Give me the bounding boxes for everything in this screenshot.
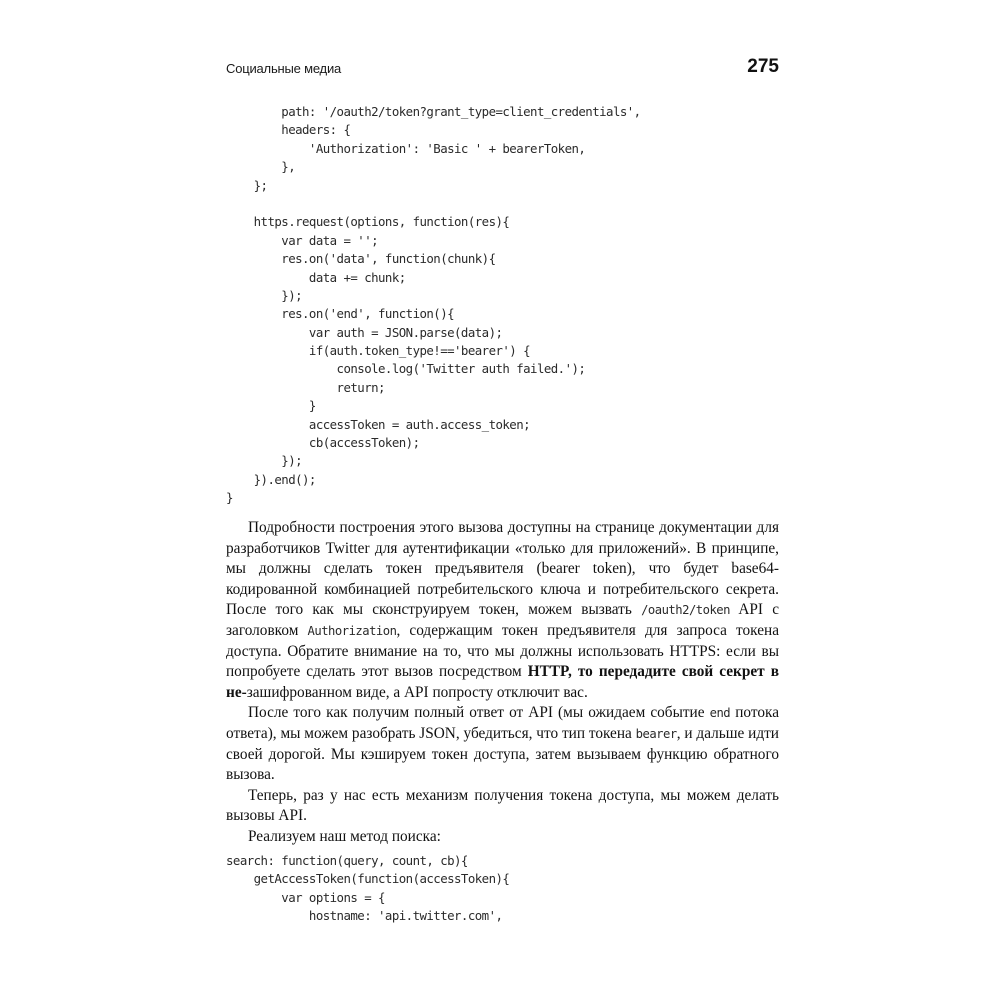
code-line: }).end();	[226, 471, 316, 487]
code-line: search: function(query, count, cb){	[226, 853, 468, 868]
code-line: headers: {	[226, 122, 351, 138]
inline-code-end: end	[709, 706, 731, 721]
code-line-blank	[226, 195, 641, 213]
code-line: var options = {	[226, 889, 385, 905]
code-line: }	[226, 398, 316, 414]
code-block-search	[226, 852, 509, 926]
page-number: 275	[747, 56, 779, 77]
body-text	[226, 518, 779, 848]
text-run: Подробности построения этого вызова доступны на странице документации для разработчиков Twitter для аутентификации «только для приложений». В принципе, мы должны сделать токен предъявителя (bearer token), что будет base64-кодированной комбинацией потребительского ключа и потребительского секрета. После того как мы сконструируем токен, можем вызвать	[226, 519, 779, 619]
code-line: return;	[226, 379, 385, 395]
code-line: data += chunk;	[226, 269, 406, 285]
running-head	[226, 58, 779, 82]
code-line: res.on('end', function(){	[226, 306, 455, 322]
text-run-bold: HTTP, то передадите свой секрет в не-	[226, 663, 779, 701]
code-line: accessToken = auth.access_token;	[226, 416, 531, 432]
code-line: });	[226, 287, 303, 303]
paragraph-auth-details	[226, 518, 779, 703]
code-line: console.log('Twitter auth failed.');	[226, 361, 586, 377]
code-line: var data = '';	[226, 232, 379, 248]
text-run: , и дальше идти своей дорогой. Мы кэшируем токен доступа, затем вызываем функцию обратного вызова.	[226, 724, 779, 784]
text-run: Реализуем наш метод поиска:	[248, 827, 441, 845]
text-run: зашифрованном виде, а API попросту отключит вас.	[246, 683, 588, 701]
code-line: });	[226, 453, 303, 469]
text-run: Теперь, раз у нас есть механизм получения токена доступа, мы можем делать вызовы API.	[226, 786, 779, 825]
inline-code-oauth2-token: /oauth2/token	[641, 603, 730, 618]
inline-code-bearer: bearer	[635, 726, 677, 741]
code-line: cb(accessToken);	[226, 435, 420, 451]
code-line: res.on('data', function(chunk){	[226, 251, 496, 267]
code-line: 'Authorization': 'Basic ' + bearerToken,	[226, 140, 586, 156]
code-line: }	[226, 490, 233, 506]
inline-code-authorization: Authorization	[307, 623, 397, 638]
text-run: API с заголовком	[226, 601, 780, 639]
code-line: https.request(options, function(res){	[226, 214, 510, 230]
code-line: },	[226, 159, 296, 175]
paragraph-search-intro	[226, 827, 779, 848]
code-line: getAccessToken(function(accessToken){	[226, 871, 510, 887]
code-line: hostname: 'api.twitter.com',	[226, 908, 503, 924]
code-line: if(auth.token_type!=='bearer') {	[226, 343, 531, 359]
section-title: Социальные медиа	[226, 61, 342, 76]
code-block-oauth	[226, 103, 641, 508]
paragraph-api-calls	[226, 786, 779, 827]
code-line: var auth = JSON.parse(data);	[226, 324, 503, 340]
code-line: };	[226, 177, 268, 193]
text-run: После того как получим полный ответ от API (мы ожидаем событие	[248, 704, 710, 722]
code-line: path: '/oauth2/token?grant_type=client_credentials',	[226, 104, 641, 119]
paragraph-response	[226, 703, 779, 785]
text-run: потока ответа), мы можем разобрать JSON, убедиться, что тип токена	[226, 704, 779, 742]
text-run: , содержащим токен предъявителя для запроса токена доступа. Обратите внимание на то, что мы должны использовать HTTPS: если вы попробуете сделать этот вызов посредством	[226, 621, 780, 681]
